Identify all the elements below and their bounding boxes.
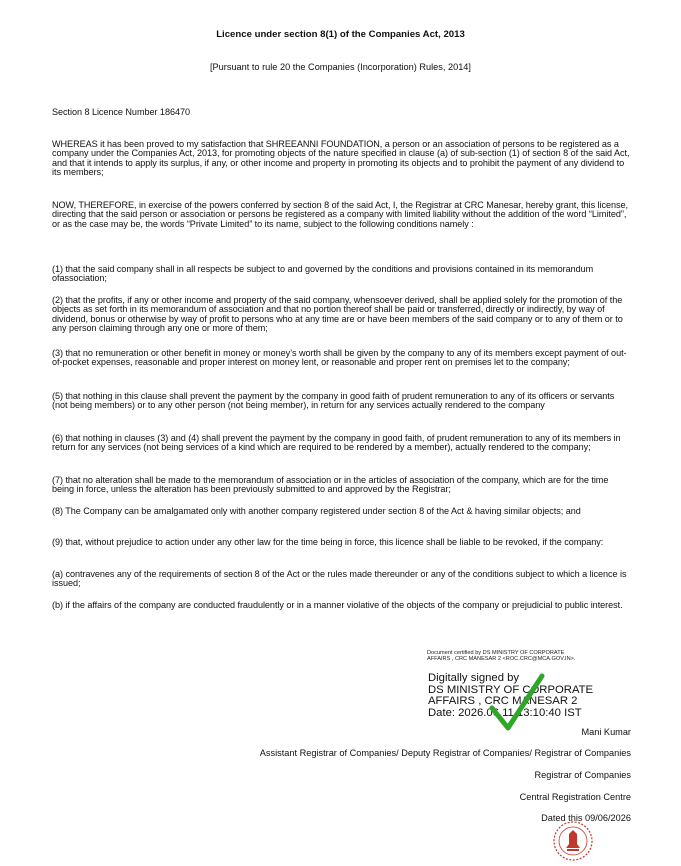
condition-6: (6) that nothing in clauses (3) and (4) shall prevent the payment by the company in good faith, of prudent remuneration to any of its members in return for any services (not being services of a kind which are required to be rendered by a member), actually rendered to the company; xyxy=(52,433,621,453)
signatory-designation: Assistant Registrar of Companies/ Deputy Registrar of Companies/ Registrar of Companies xyxy=(259,748,631,758)
certification-line-1: Document certified by DS MINISTRY OF CORPORATE xyxy=(427,650,565,656)
condition-7: (7) that no alteration shall be made to the memorandum of association or in the articles of association of the company, which are for the time being in force, unless the alteration has been previously submitted to and approved by the Registrar; xyxy=(52,475,609,495)
whereas-paragraph: WHEREAS it has been proved to my satisfaction that SHREEANNI FOUNDATION, a person or an association of persons to be registered as a company under the Companies Act, 2013, for promoting objects of the nature specified in clause (a) of sub-section (1) of section 8 of the said Act, and that it intends to apply its surplus, if any, or other income and property in promoting its objects and to prohibit the payment of any dividend to its members; xyxy=(52,139,630,178)
registration-centre: Central Registration Centre xyxy=(519,792,631,802)
government-seal-icon xyxy=(552,820,594,862)
condition-5: (5) that nothing in this clause shall prevent the payment by the company in good faith of prudent remuneration to any of its officers or servants (not being members) or to any other person (not being member), in return for any services actually rendered to the company xyxy=(52,391,615,411)
condition-b: (b) if the affairs of the company are conducted fraudulently or in a manner violative of the objects of the company or prejudicial to public interest. xyxy=(52,600,623,610)
condition-3: (3) that no remuneration or other benefit in money or money’s worth shall be given by the company to any of its members except payment of out-of-pocket expenses, reasonable and proper interest on money lent, or reasonable and proper rent on premises let to the company; xyxy=(52,348,627,368)
document-title: Licence under section 8(1) of the Companies Act, 2013 xyxy=(216,29,465,40)
registrar-title: Registrar of Companies xyxy=(534,770,631,780)
signature-line-3: AFFAIRS , CRC MANESAR 2 xyxy=(428,695,578,708)
certification-note xyxy=(427,650,627,663)
signature-line-2: DS MINISTRY OF CORPORATE xyxy=(428,683,594,696)
condition-9: (9) that, without prejudice to action under any other law for the time being in force, this licence shall be liable to be revoked, if the company: xyxy=(52,537,604,547)
condition-a: (a) contravenes any of the requirements of section 8 of the Act or the rules made thereunder or any of the conditions subject to which a licence is issued; xyxy=(52,569,627,589)
dated-line: Dated this 09/06/2026 xyxy=(541,813,631,823)
condition-2: (2) that the profits, if any or other income and property of the said company, whensoever derived, shall be applied solely for the promotion of the objects as set forth in its memorandum of association and that no portion thereof shall be paid or transferred, directly or indirectly, by way of dividend, bonus or otherwise by way of profit to persons who at any time are or have been members of the said company or to any of them or to any person claiming through any one or more of them; xyxy=(52,295,623,334)
document-subtitle: [Pursuant to rule 20 the Companies (Incorporation) Rules, 2014] xyxy=(210,62,471,72)
signatory-name: Mani Kumar xyxy=(581,727,631,737)
licence-number: Section 8 Licence Number 186470 xyxy=(52,107,190,117)
signature-line-4: Date: 2026.06.11 13:10:40 IST xyxy=(428,706,582,719)
certification-line-2: AFFAIRS , CRC MANESAR 2 <ROC.CRC@MCA.GOV.IN>. xyxy=(427,656,576,663)
now-therefore-paragraph: NOW, THEREFORE, in exercise of the powers conferred by section 8 of the said Act, I, the Registrar at CRC Manesar, hereby grant, this license, directing that the said person or association or persons be registered as a company with limited liability without the addition of the word “Limited”, or as the case may be, the words “Private Limited” to its name, subject to the following conditions namely : xyxy=(52,200,628,229)
check-mark-icon xyxy=(488,672,546,734)
condition-1: (1) that the said company shall in all respects be subject to and governed by the conditions and provisions contained in its memorandum ofassociation; xyxy=(52,264,594,284)
condition-8: (8) The Company can be amalgamated only with another company registered under section 8 of the Act & having similar objects; and xyxy=(52,506,581,516)
signature-line-1: Digitally signed by xyxy=(428,672,520,684)
